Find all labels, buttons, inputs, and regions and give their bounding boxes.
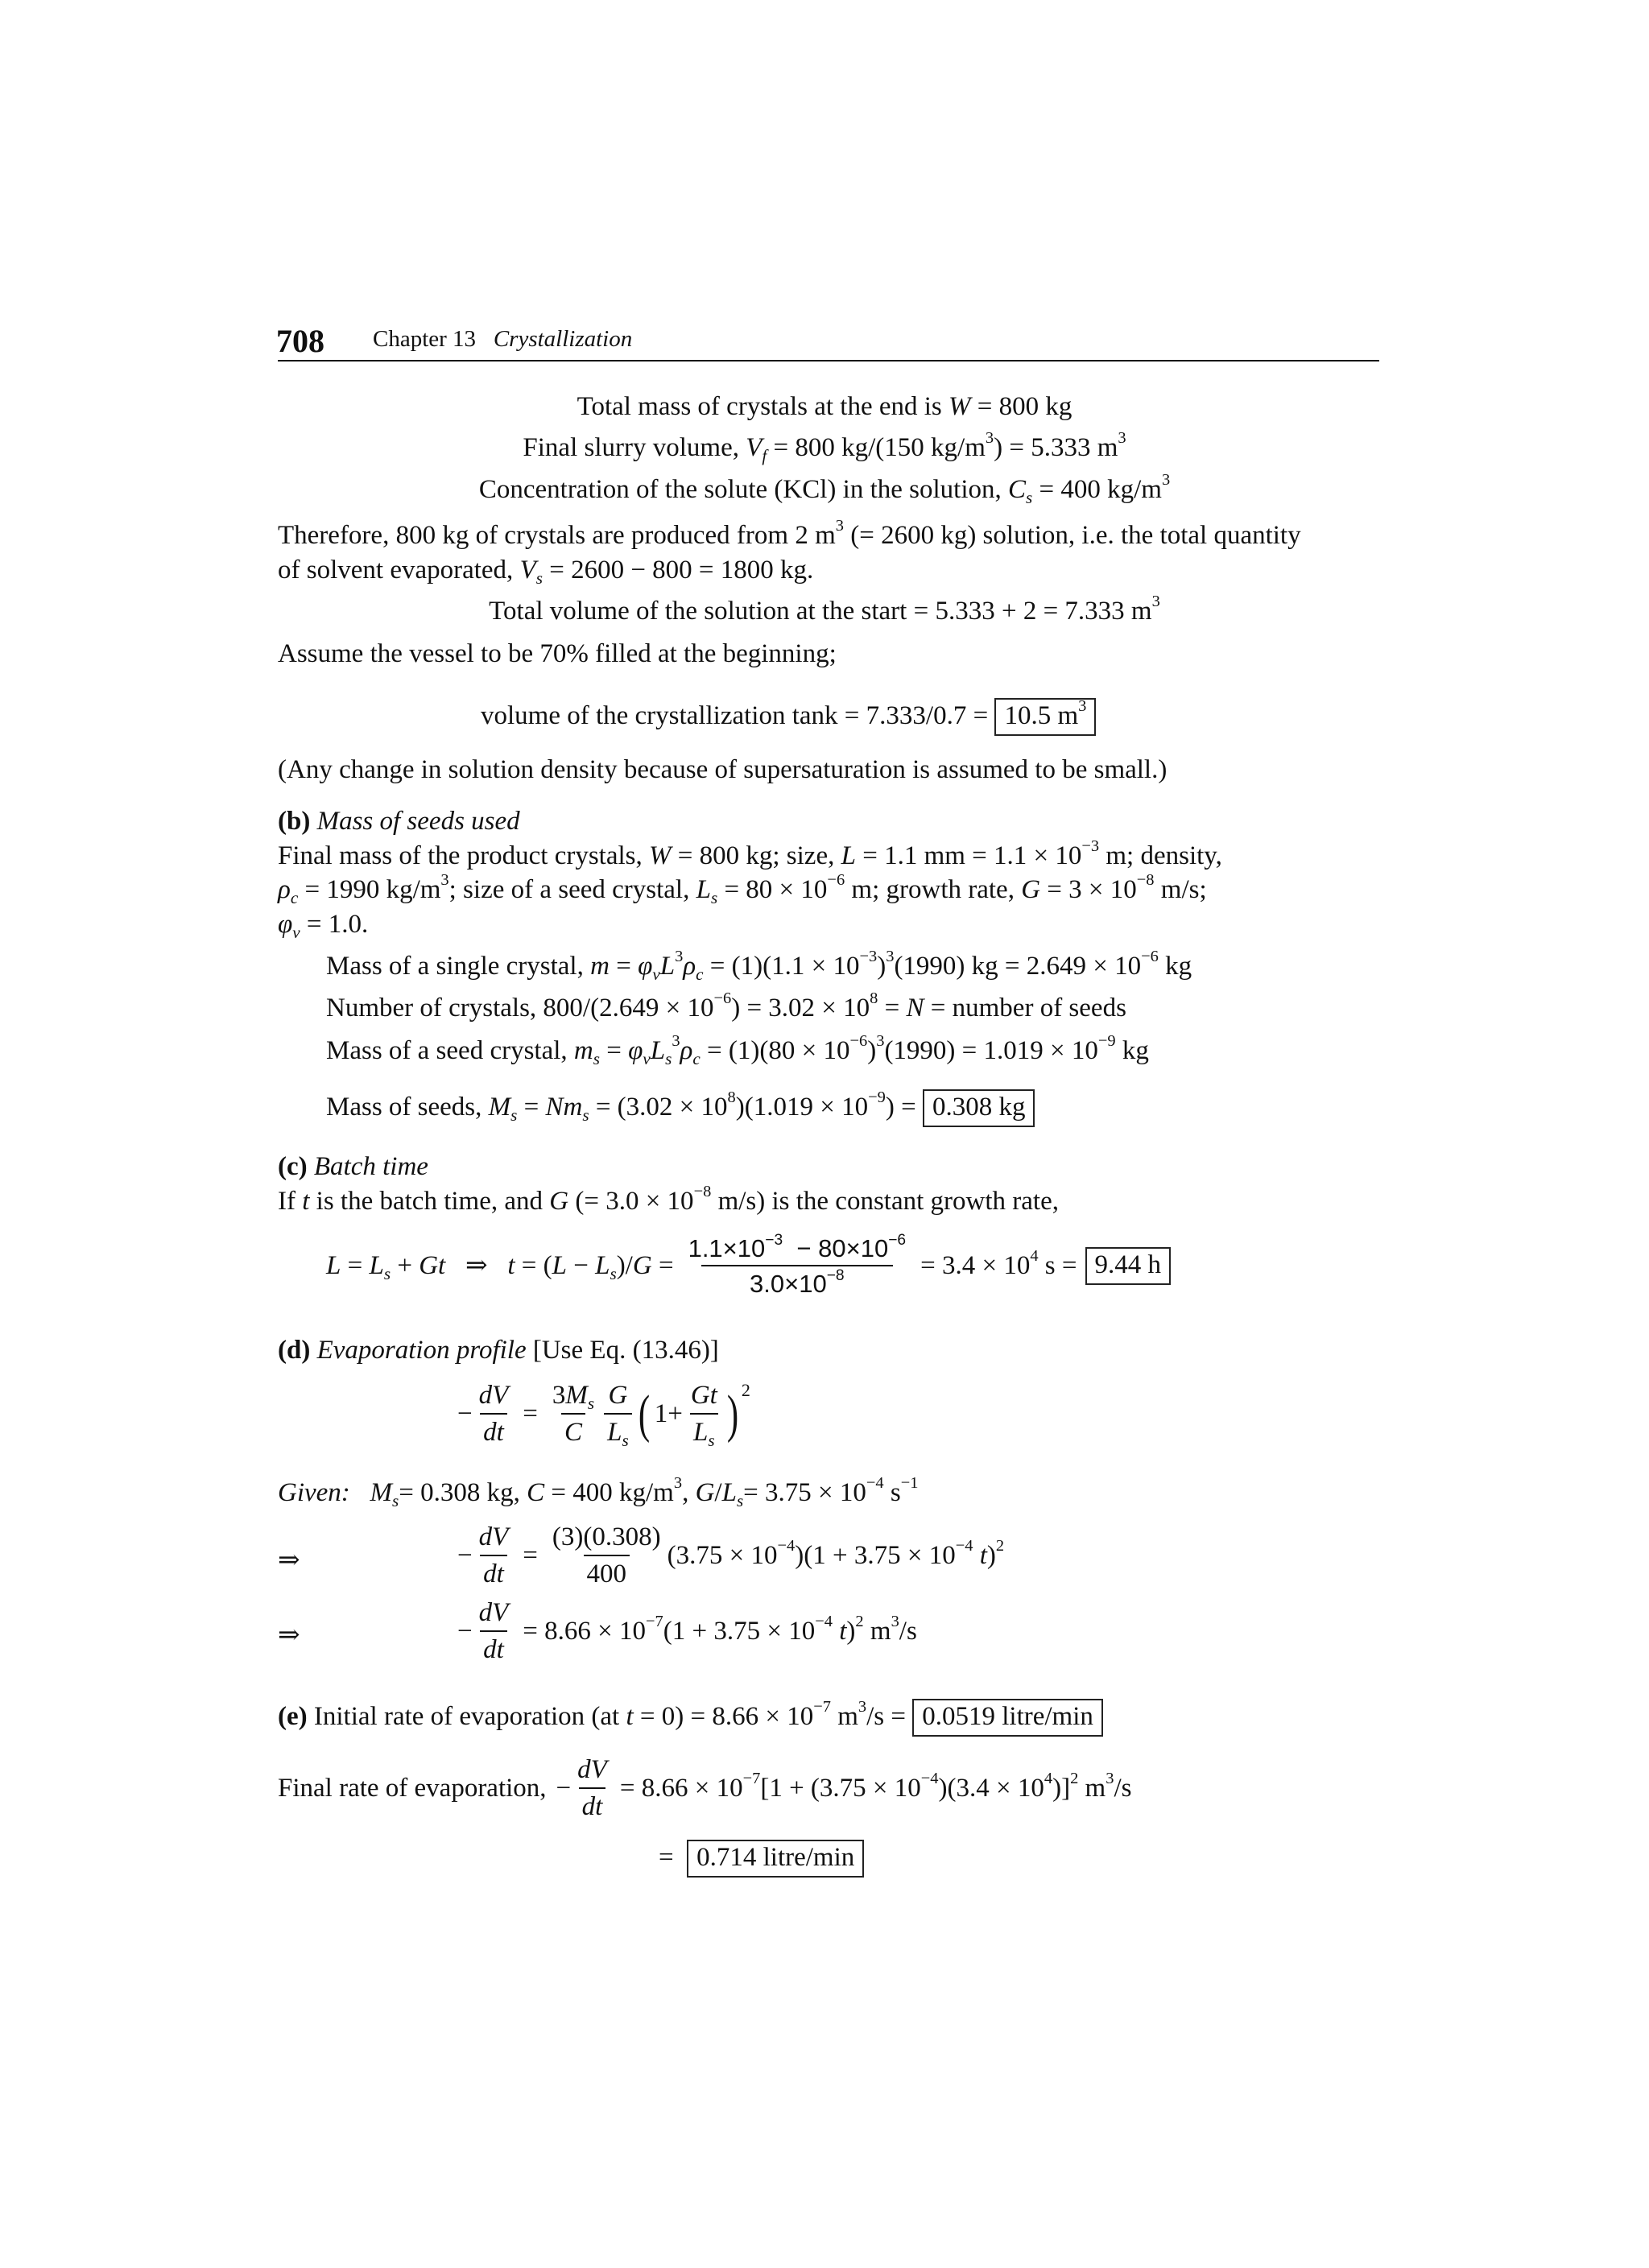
page-number: 708 [276,323,324,359]
part-b-paragraph-line3: $\varphi_v = 1.0$. [278,910,369,942]
number-of-crystals-eq: Number of crystals, $800/(2.649 \times 10^{-6}) = 3.02 \times 10^8 = N$ = number of seeds [326,989,1126,1022]
solute-concentration-line: Concentration of the solute (KCl) in the solution, $C_s = 400$ $kg/m^3$ [478,471,1171,507]
chapter-heading [373,328,632,351]
chapter-title: Crystallization [493,326,633,352]
header-rule [278,360,1379,361]
implies-symbol-2: ⇒ [278,1621,300,1650]
chapter-number: Chapter 13 [373,326,477,352]
total-mass-line: Total mass of crystals at the end is W = 800 kg [577,392,1072,421]
seed-crystal-mass-eq: Mass of a seed crystal, $m_s = \varphi_vL_s^3\rho_c = (1)(80 \times 10^{-6})^3(1990) = 1.019 \times 10^{-9}$ kg [326,1032,1149,1068]
initial-rate-line: (e) Initial rate of evaporation (at $t = 0) = 8.66 \times 10^{-7}$ $m^3/s = 0.0519$ litre/min [278,1699,1103,1737]
final-rate-line: Final rate of evaporation, − $\frac{dV}{dt}$ = $8.66 \times 10^{-7}[1 + (3.75 \times 10^{-4})(3.4 \times 10^4)]^2$ $m^3/s$ [278,1755,1132,1821]
crystals-produced-paragraph-line1: Therefore, 800 kg of crystals are produced from 2 $m^3$ (= 2600 kg) solution, i.e. the total quantity [278,517,1301,550]
vessel-fill-assumption: Assume the vessel to be 70% filled at the beginning; [278,639,837,668]
part-c-heading: (c) Batch time [278,1152,428,1181]
part-c-paragraph: If t is the batch time, and G (= $3.0 \times 10^{-8}$ m/s) is the constant growth rate, [278,1183,1059,1216]
part-b-paragraph-line2: $\rho_c = 1990$ $kg/m^3$; size of a seed crystal, $L_s = 80 \times 10^{-6}$ m; growth rate, $G = 3 \times 10^{-8}$ m/s; [278,871,1207,907]
evaporation-substituted-eq: − $\frac{dV}{dt}$ = $\frac{(3)(0.308)}{400}$ $(3.75 \times 10^{-4})(1 + 3.75 \times 10^{-4}$ t)$^2$ [457,1522,1005,1588]
part-d-heading: (d) Evaporation profile [Use Eq. (13.46)] [278,1336,719,1365]
mass-of-seeds-eq: Mass of seeds, $M_s = Nm_s = (3.02 \times 10^8)(1.019 \times 10^{-9}) = 0.308$ kg [326,1089,1035,1127]
part-b-heading: (b) Mass of seeds used [278,807,520,836]
single-crystal-mass-eq: Mass of a single crystal, $m = \varphi_vL^3\rho_c = (1)(1.1 \times 10^{-3})^3(1990)$ kg = $2.649 \times 10^{-6}$ kg [326,948,1192,984]
tank-volume-line: volume of the crystallization tank = 7.333/0.7 = 10.5 $m^3$ [481,698,1096,736]
slurry-volume-line: Final slurry volume, $V_f = 800$ kg/(150 $kg/m^3) = 5.333$ $m^3$ [523,429,1126,465]
evaporation-profile-eq: − $\frac{dV}{dt}$ = $\frac{3M_s}{C}$ $\frac{G}{L_s}$ ( 1+ $\frac{Gt}{L_s}$ ) 2 [457,1379,750,1450]
evaporation-rate-eq: − $\frac{dV}{dt}$ = $8.66 \times 10^{-7}(1 + 3.75 \times 10^{-4}$ t)$^2$ $m^3/s$ [457,1598,917,1664]
implies-symbol-1: ⇒ [278,1546,300,1575]
final-rate-result: 0.714 litre/min [687,1840,864,1878]
density-note: (Any change in solution density because of supersaturation is assumed to be small.) [278,755,1168,784]
crystals-produced-paragraph-line2: of solvent evaporated, $V_s = 2600 - 800 = 1800$ kg. [278,556,814,588]
batch-time-fraction: $\frac{1.1\times 10^{-3} - 80\times 10^{-6}}{3.0\times 10^{-8}}$ [688,1232,907,1298]
batch-time-eq: $L = L_s + Gt$ ⇒ $t = (L - L_s)/G$ = $\frac{1.1\times 10^{-3} - 80\times 10^{-6}}{3.0\times 10^{-8}}$ = $3.4 \times 10^4$ s = 9.44 h [326,1236,1171,1296]
given-line: Given: $M_s= 0.308$ kg, C = 400 $kg/m^3$, $G/L_s= 3.75 \times 10^{-4}$ $s^{-1}$ [278,1474,919,1510]
total-volume-line: Total volume of the solution at the start = 5.333 + 2 = 7.333 $m^3$ [489,593,1160,626]
part-b-paragraph-line1: Final mass of the product crystals, W = 800 kg; size, L = 1.1 mm = $1.1 \times 10^{-3}$ m; density, [278,837,1222,870]
tank-volume-result: 10.5 $m^3$ [994,698,1096,736]
final-rate-result-line: = 0.714 litre/min [659,1840,864,1878]
mass-of-seeds-result: 0.308 kg [923,1089,1035,1127]
batch-time-result: 9.44 h [1085,1247,1172,1285]
initial-rate-result: 0.0519 litre/min [912,1699,1103,1737]
